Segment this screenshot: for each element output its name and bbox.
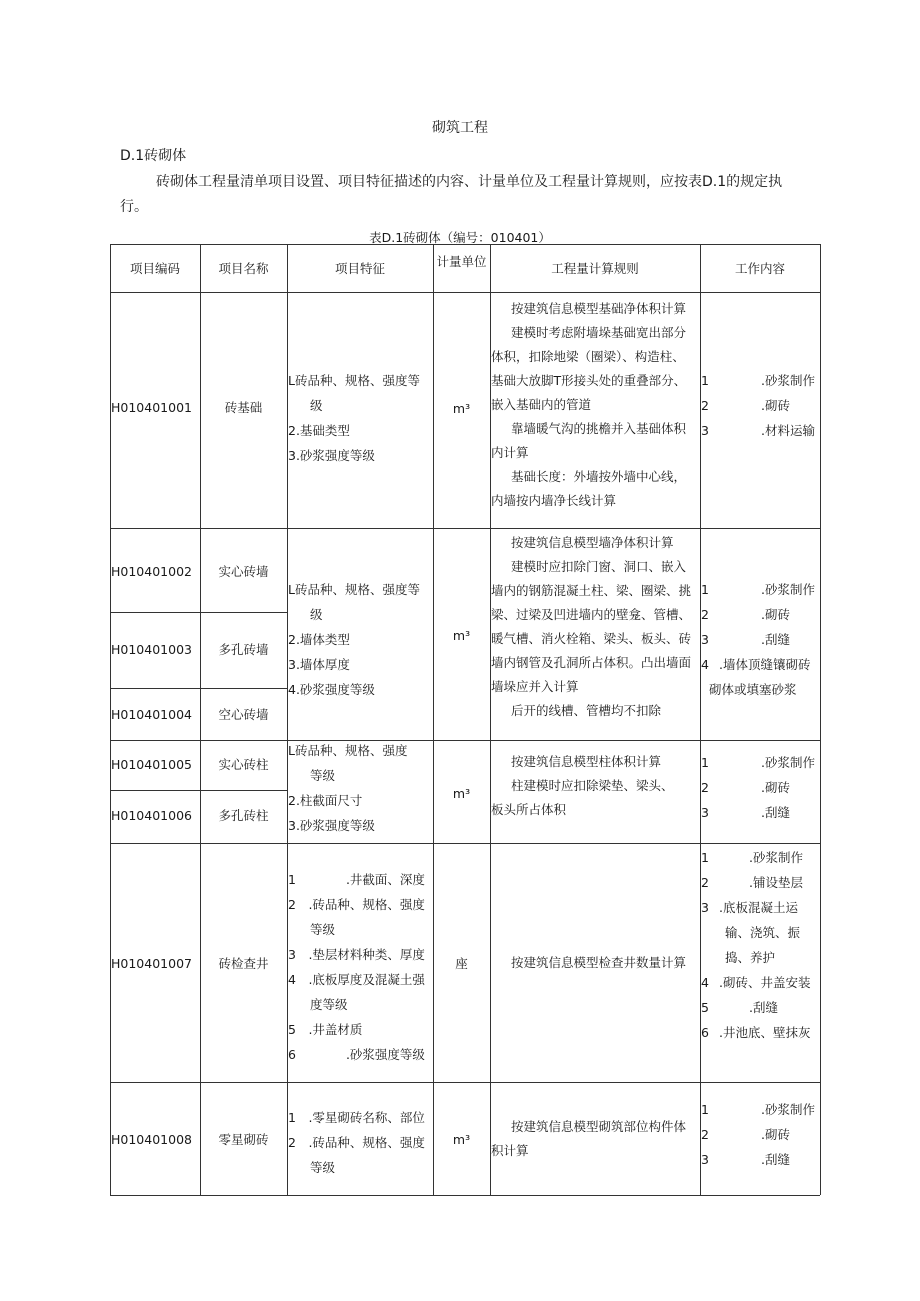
item-code: H010401003 xyxy=(111,642,192,657)
feature-line: 2.柱截面尺寸 xyxy=(288,793,363,808)
feature-line: 3.墙体厚度 xyxy=(288,657,350,672)
rule-line: 基础长度：外墙按外墙中心线， xyxy=(511,469,687,484)
item-name: 实心砖柱 xyxy=(218,757,269,772)
table-row-rule xyxy=(110,843,820,844)
table-row-rule xyxy=(110,1082,820,1083)
header-features: 项目特征 xyxy=(334,261,385,276)
feature-line: L砖品种、规格、强度等 xyxy=(288,373,420,388)
work-item-text: .砌砖 xyxy=(761,398,790,413)
table-row-rule xyxy=(110,244,820,245)
feature-line: 3 .垫层材料种类、厚度 xyxy=(288,947,425,962)
rule-text xyxy=(491,1115,699,1163)
work-item-text: .墙体顶缝镶砌砖 xyxy=(719,657,811,672)
work-item-number: 5 xyxy=(701,1000,709,1015)
rule-line: 按建筑信息模型检查井数量计算 xyxy=(511,955,687,970)
work-item xyxy=(701,602,819,627)
rule-line: 按建筑信息模型墙净体积计算 xyxy=(511,535,674,550)
unit-value: 座 xyxy=(455,956,468,971)
table-row-rule xyxy=(110,612,287,613)
work-item xyxy=(701,870,819,895)
rule-line: 墙内钢管及孔洞所占体积。凸出墙面 xyxy=(491,655,692,670)
work-item xyxy=(701,895,819,920)
section-heading: D.1砖砌体 xyxy=(120,148,187,164)
work-item xyxy=(701,368,819,393)
item-code: H010401002 xyxy=(111,564,192,579)
header-work: 工作内容 xyxy=(734,261,785,276)
item-code: H010401006 xyxy=(111,808,192,823)
feature-line: 级 xyxy=(310,607,323,622)
item-name: 空心砖墙 xyxy=(218,707,269,722)
rule-line: 柱建模时应扣除梁垫、梁头、 xyxy=(511,778,674,793)
feature-line: 4 .底板厚度及混凝土强 xyxy=(288,972,425,987)
feature-line: L砖品种、规格、强度 xyxy=(288,743,408,758)
work-item-text: .砌砖 xyxy=(761,780,790,795)
rule-line: 墙垛应并入计算 xyxy=(491,679,579,694)
feature-line: 2.基础类型 xyxy=(288,423,350,438)
rule-line: 按建筑信息模型柱体积计算 xyxy=(511,754,662,769)
rule-text xyxy=(491,531,699,723)
work-item-number: 3 xyxy=(701,632,709,647)
work-item xyxy=(701,995,819,1020)
item-name: 砖检查井 xyxy=(218,956,269,971)
work-item xyxy=(701,1147,819,1172)
work-item-number: 1 xyxy=(701,850,709,865)
rule-line: 墙内的钢筋混凝土柱、梁、圈梁、挑 xyxy=(491,583,692,598)
rule-text xyxy=(491,297,699,513)
unit-value: m³ xyxy=(452,786,471,801)
work-item-text: .井池底、壁抹灰 xyxy=(719,1025,811,1040)
feature-line: 4.砂浆强度等级 xyxy=(288,682,375,697)
work-item-number: 1 xyxy=(701,755,709,770)
work-list xyxy=(701,577,819,702)
work-item-text: .砂浆制作 xyxy=(749,850,803,865)
table-column-rule xyxy=(820,244,821,1195)
feature-line: 度等级 xyxy=(310,997,348,1012)
feature-line: 2 .砖品种、规格、强度 xyxy=(288,1135,425,1150)
work-item-text: .砌砖 xyxy=(761,1127,790,1142)
feature-line: 2 .砖品种、规格、强度 xyxy=(288,897,425,912)
unit-value: m³ xyxy=(452,401,471,416)
work-item-text: 砌体或填塞砂浆 xyxy=(709,682,797,697)
rule-text xyxy=(491,951,699,975)
work-item-number: 2 xyxy=(701,398,709,413)
work-item-number: 1 xyxy=(701,1102,709,1117)
feature-line: 3.砂浆强度等级 xyxy=(288,818,375,833)
feature-line: 1 .零星砌砖名称、部位 xyxy=(288,1110,425,1125)
rule-line: 后开的线槽、管槽均不扣除 xyxy=(511,703,662,718)
table-row-rule xyxy=(110,790,287,791)
work-item xyxy=(701,1122,819,1147)
table-column-rule xyxy=(433,244,434,1195)
rule-line: 板头所占体积 xyxy=(491,802,567,817)
rule-line: 靠墙暖气沟的挑檐并入基础体积 xyxy=(511,421,687,436)
work-item-text: 输、浇筑、振 xyxy=(725,925,801,940)
feature-list xyxy=(288,1105,432,1180)
header-code: 项目编码 xyxy=(129,261,180,276)
rule-line: 体积，扣除地梁（圈梁）、构造柱、 xyxy=(491,349,685,364)
work-item-text: .材料运输 xyxy=(761,423,815,438)
work-item-text: .砂浆制作 xyxy=(761,373,815,388)
rule-line: 积计算 xyxy=(491,1143,529,1158)
table-row-rule xyxy=(110,1195,820,1196)
rule-line: 暖气槽、消火栓箱、梁头、板头、砖 xyxy=(491,631,692,646)
rule-line: 建模时考虑附墙垛基础宽出部分 xyxy=(511,325,687,340)
work-list xyxy=(701,750,819,825)
unit-value: m³ xyxy=(452,1132,471,1147)
feature-line: 6 .砂浆强度等级 xyxy=(288,1047,425,1062)
header-unit: 计量单位 xyxy=(436,254,487,269)
table-caption: 表D.1砖砌体（编号：010401） xyxy=(369,230,551,245)
work-item-text: .刮缝 xyxy=(761,805,790,820)
work-item-number: 2 xyxy=(701,1127,709,1142)
table-row-rule xyxy=(110,740,820,741)
work-list xyxy=(701,1097,819,1172)
work-item xyxy=(701,627,819,652)
item-name: 多孔砖墙 xyxy=(218,642,269,657)
page-title: 砌筑工程 xyxy=(432,120,488,136)
work-item-number: 3 xyxy=(701,1152,709,1167)
item-name: 多孔砖柱 xyxy=(218,808,269,823)
feature-line: 5 .井盖材质 xyxy=(288,1022,363,1037)
rule-line: 建模时应扣除门窗、洞口、嵌入 xyxy=(511,559,687,574)
table-row-rule xyxy=(110,292,820,293)
intro-paragraph: 砖砌体工程量清单项目设置、项目特征描述的内容、计量单位及工程量计算规则，应按表D.1的规定执行。 xyxy=(120,174,783,215)
header-rules: 工程量计算规则 xyxy=(551,261,639,276)
work-item-text: .刮缝 xyxy=(761,1152,790,1167)
work-item xyxy=(701,775,819,800)
rule-line: 梁、过梁及凹进墙内的壁龛、管槽、 xyxy=(491,607,692,622)
rule-line: 内计算 xyxy=(491,445,529,460)
work-list xyxy=(701,368,819,443)
item-code: H010401004 xyxy=(111,707,192,722)
feature-list xyxy=(288,867,432,1067)
item-code: H010401008 xyxy=(111,1132,192,1147)
header-name: 项目名称 xyxy=(218,261,269,276)
work-item xyxy=(701,750,819,775)
work-item-text: .刮缝 xyxy=(749,1000,778,1015)
rule-line: 按建筑信息模型基础净体积计算 xyxy=(511,301,687,316)
work-item xyxy=(701,1097,819,1122)
work-list xyxy=(701,845,819,1045)
work-item xyxy=(701,393,819,418)
feature-line: 级 xyxy=(310,398,323,413)
work-item-text: .砂浆制作 xyxy=(761,582,815,597)
rule-line: 嵌入基础内的管道 xyxy=(491,397,592,412)
work-item-number: 3 xyxy=(701,423,709,438)
work-item-number: 2 xyxy=(701,607,709,622)
work-item xyxy=(701,800,819,825)
work-item-number: 6 xyxy=(701,1025,709,1040)
work-item-text: 捣、养护 xyxy=(725,950,776,965)
work-item xyxy=(701,845,819,870)
work-item-number: 2 xyxy=(701,875,709,890)
rule-line: 基础大放脚T形接头处的重叠部分、 xyxy=(491,373,687,388)
feature-list xyxy=(288,577,432,702)
work-item xyxy=(701,418,819,443)
work-item xyxy=(701,677,819,702)
work-item-number: 4 xyxy=(701,657,709,672)
feature-list xyxy=(288,368,432,468)
work-item xyxy=(701,970,819,995)
work-item-text: .刮缝 xyxy=(761,632,790,647)
work-item xyxy=(701,652,819,677)
work-item-number: 3 xyxy=(701,900,709,915)
feature-list xyxy=(288,738,432,838)
feature-line: 等级 xyxy=(310,1160,336,1175)
work-item xyxy=(701,920,819,945)
feature-line: 等级 xyxy=(310,922,336,937)
item-code: H010401007 xyxy=(111,956,192,971)
work-item-number: 1 xyxy=(701,582,709,597)
work-item xyxy=(701,577,819,602)
work-item-number: 1 xyxy=(701,373,709,388)
work-item-text: .铺设垫层 xyxy=(749,875,803,890)
unit-value: m³ xyxy=(452,628,471,643)
item-name: 零星砌砖 xyxy=(218,1132,269,1147)
work-item-text: .砂浆制作 xyxy=(761,755,815,770)
table-row-rule xyxy=(110,688,287,689)
item-code: H010401005 xyxy=(111,757,192,772)
work-item xyxy=(701,1020,819,1045)
feature-line: 等级 xyxy=(310,768,336,783)
work-item-text: .砌砖 xyxy=(761,607,790,622)
item-code: H010401001 xyxy=(111,400,192,415)
feature-line: 3.砂浆强度等级 xyxy=(288,448,375,463)
work-item-number: 4 xyxy=(701,975,709,990)
work-item-number: 3 xyxy=(701,805,709,820)
work-item-text: .砂浆制作 xyxy=(761,1102,815,1117)
work-item-number: 2 xyxy=(701,780,709,795)
item-name: 砖基础 xyxy=(224,400,263,415)
feature-line: L砖品种、规格、强度等 xyxy=(288,582,420,597)
feature-line: 1 .井截面、深度 xyxy=(288,872,425,887)
work-item-text: .砌砖、井盖安装 xyxy=(719,975,811,990)
rule-line: 内墙按内墙净长线计算 xyxy=(491,493,617,508)
table-row-rule xyxy=(110,528,820,529)
rule-text xyxy=(491,750,699,822)
work-item-text: .底板混凝土运 xyxy=(719,900,798,915)
item-name: 实心砖墙 xyxy=(218,564,269,579)
feature-line: 2.墙体类型 xyxy=(288,632,350,647)
rule-line: 按建筑信息模型砌筑部位构件体 xyxy=(511,1119,687,1134)
work-item xyxy=(701,945,819,970)
